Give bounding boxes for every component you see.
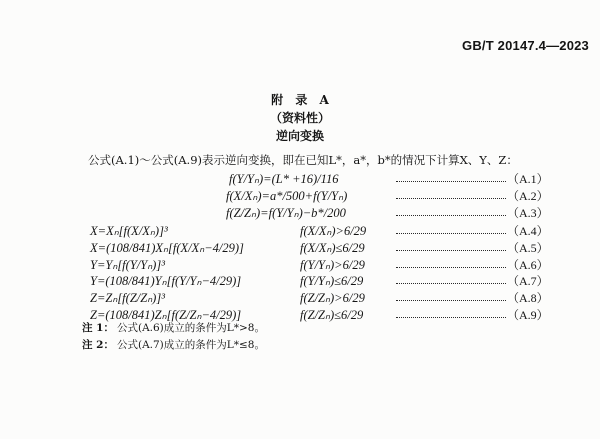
formula: f(Z/Zₙ)=f(Y/Yₙ)−b*/200	[226, 206, 346, 220]
leader-dots	[396, 317, 506, 318]
appendix-heading: 附 录 A	[271, 93, 329, 107]
condition: f(X/Xₙ)>6/29	[300, 224, 367, 238]
formula: X=Xₙ[f(X/Xₙ)]³	[90, 224, 168, 238]
equation-number: （A.2）	[507, 189, 549, 203]
equation-row	[0, 240, 600, 256]
formula: Y=Yₙ[f(Y/Yₙ)]³	[90, 258, 165, 272]
formula: X=(108/841)Xₙ[f(X/Xₙ−4/29)]	[90, 241, 244, 255]
leader-dots	[396, 267, 506, 268]
equation-number: （A.7）	[507, 274, 549, 288]
standard-code: GB/T 20147.4—2023	[462, 38, 589, 53]
note-label: 注 1：	[82, 322, 114, 334]
equation-number: （A.9）	[507, 308, 549, 322]
equation-row	[0, 171, 600, 187]
intro-paragraph: 公式(A.1)～公式(A.9)表示逆向变换，即在已知L*，a*，b*的情况下计算X、Y、Z：	[88, 153, 518, 167]
note-text: 公式(A.7)成立的条件为L*≤8。	[116, 339, 265, 351]
equation-number: （A.6）	[507, 258, 549, 272]
condition: f(X/Xₙ)≤6/29	[300, 241, 365, 255]
condition: f(Y/Yₙ)>6/29	[300, 258, 365, 272]
equation-row	[0, 205, 600, 221]
leader-dots	[396, 283, 506, 284]
formula: Y=(108/841)Yₙ[f(Y/Yₙ−4/29)]	[90, 274, 242, 288]
equation-row	[0, 223, 600, 239]
equation-number: （A.8）	[507, 291, 549, 305]
leader-dots	[396, 198, 506, 199]
leader-dots	[396, 181, 506, 182]
condition: f(Z/Zₙ)>6/29	[300, 291, 365, 305]
appendix-nature: （资料性）	[269, 111, 330, 125]
equation-row	[0, 257, 600, 273]
note-text: 公式(A.6)成立的条件为L*>8。	[116, 322, 265, 334]
formula: f(Y/Yₙ)=(L* +16)/116	[229, 172, 339, 186]
condition: f(Z/Zₙ)≤6/29	[300, 308, 364, 322]
leader-dots	[396, 300, 506, 301]
formula: Z=(108/841)Zₙ[f(Z/Zₙ−4/29)]	[90, 308, 242, 322]
note-label: 注 2：	[82, 339, 114, 351]
equation-number: （A.5）	[507, 241, 549, 255]
leader-dots	[396, 215, 506, 216]
equation-row	[0, 290, 600, 306]
formula: Z=Zₙ[f(Z/Zₙ)]³	[90, 291, 165, 305]
leader-dots	[396, 233, 506, 234]
equation-number: （A.1）	[507, 172, 549, 186]
note	[82, 321, 265, 336]
equation-number: （A.3）	[507, 206, 549, 220]
equation-number: （A.4）	[507, 224, 549, 238]
equation-row	[0, 188, 600, 204]
leader-dots	[396, 250, 506, 251]
note	[82, 338, 265, 353]
formula: f(X/Xₙ)=a*/500+f(Y/Yₙ)	[226, 189, 348, 203]
equation-row	[0, 273, 600, 289]
condition: f(Y/Yₙ)≤6/29	[300, 274, 364, 288]
appendix-title: 逆向变换	[275, 129, 324, 143]
